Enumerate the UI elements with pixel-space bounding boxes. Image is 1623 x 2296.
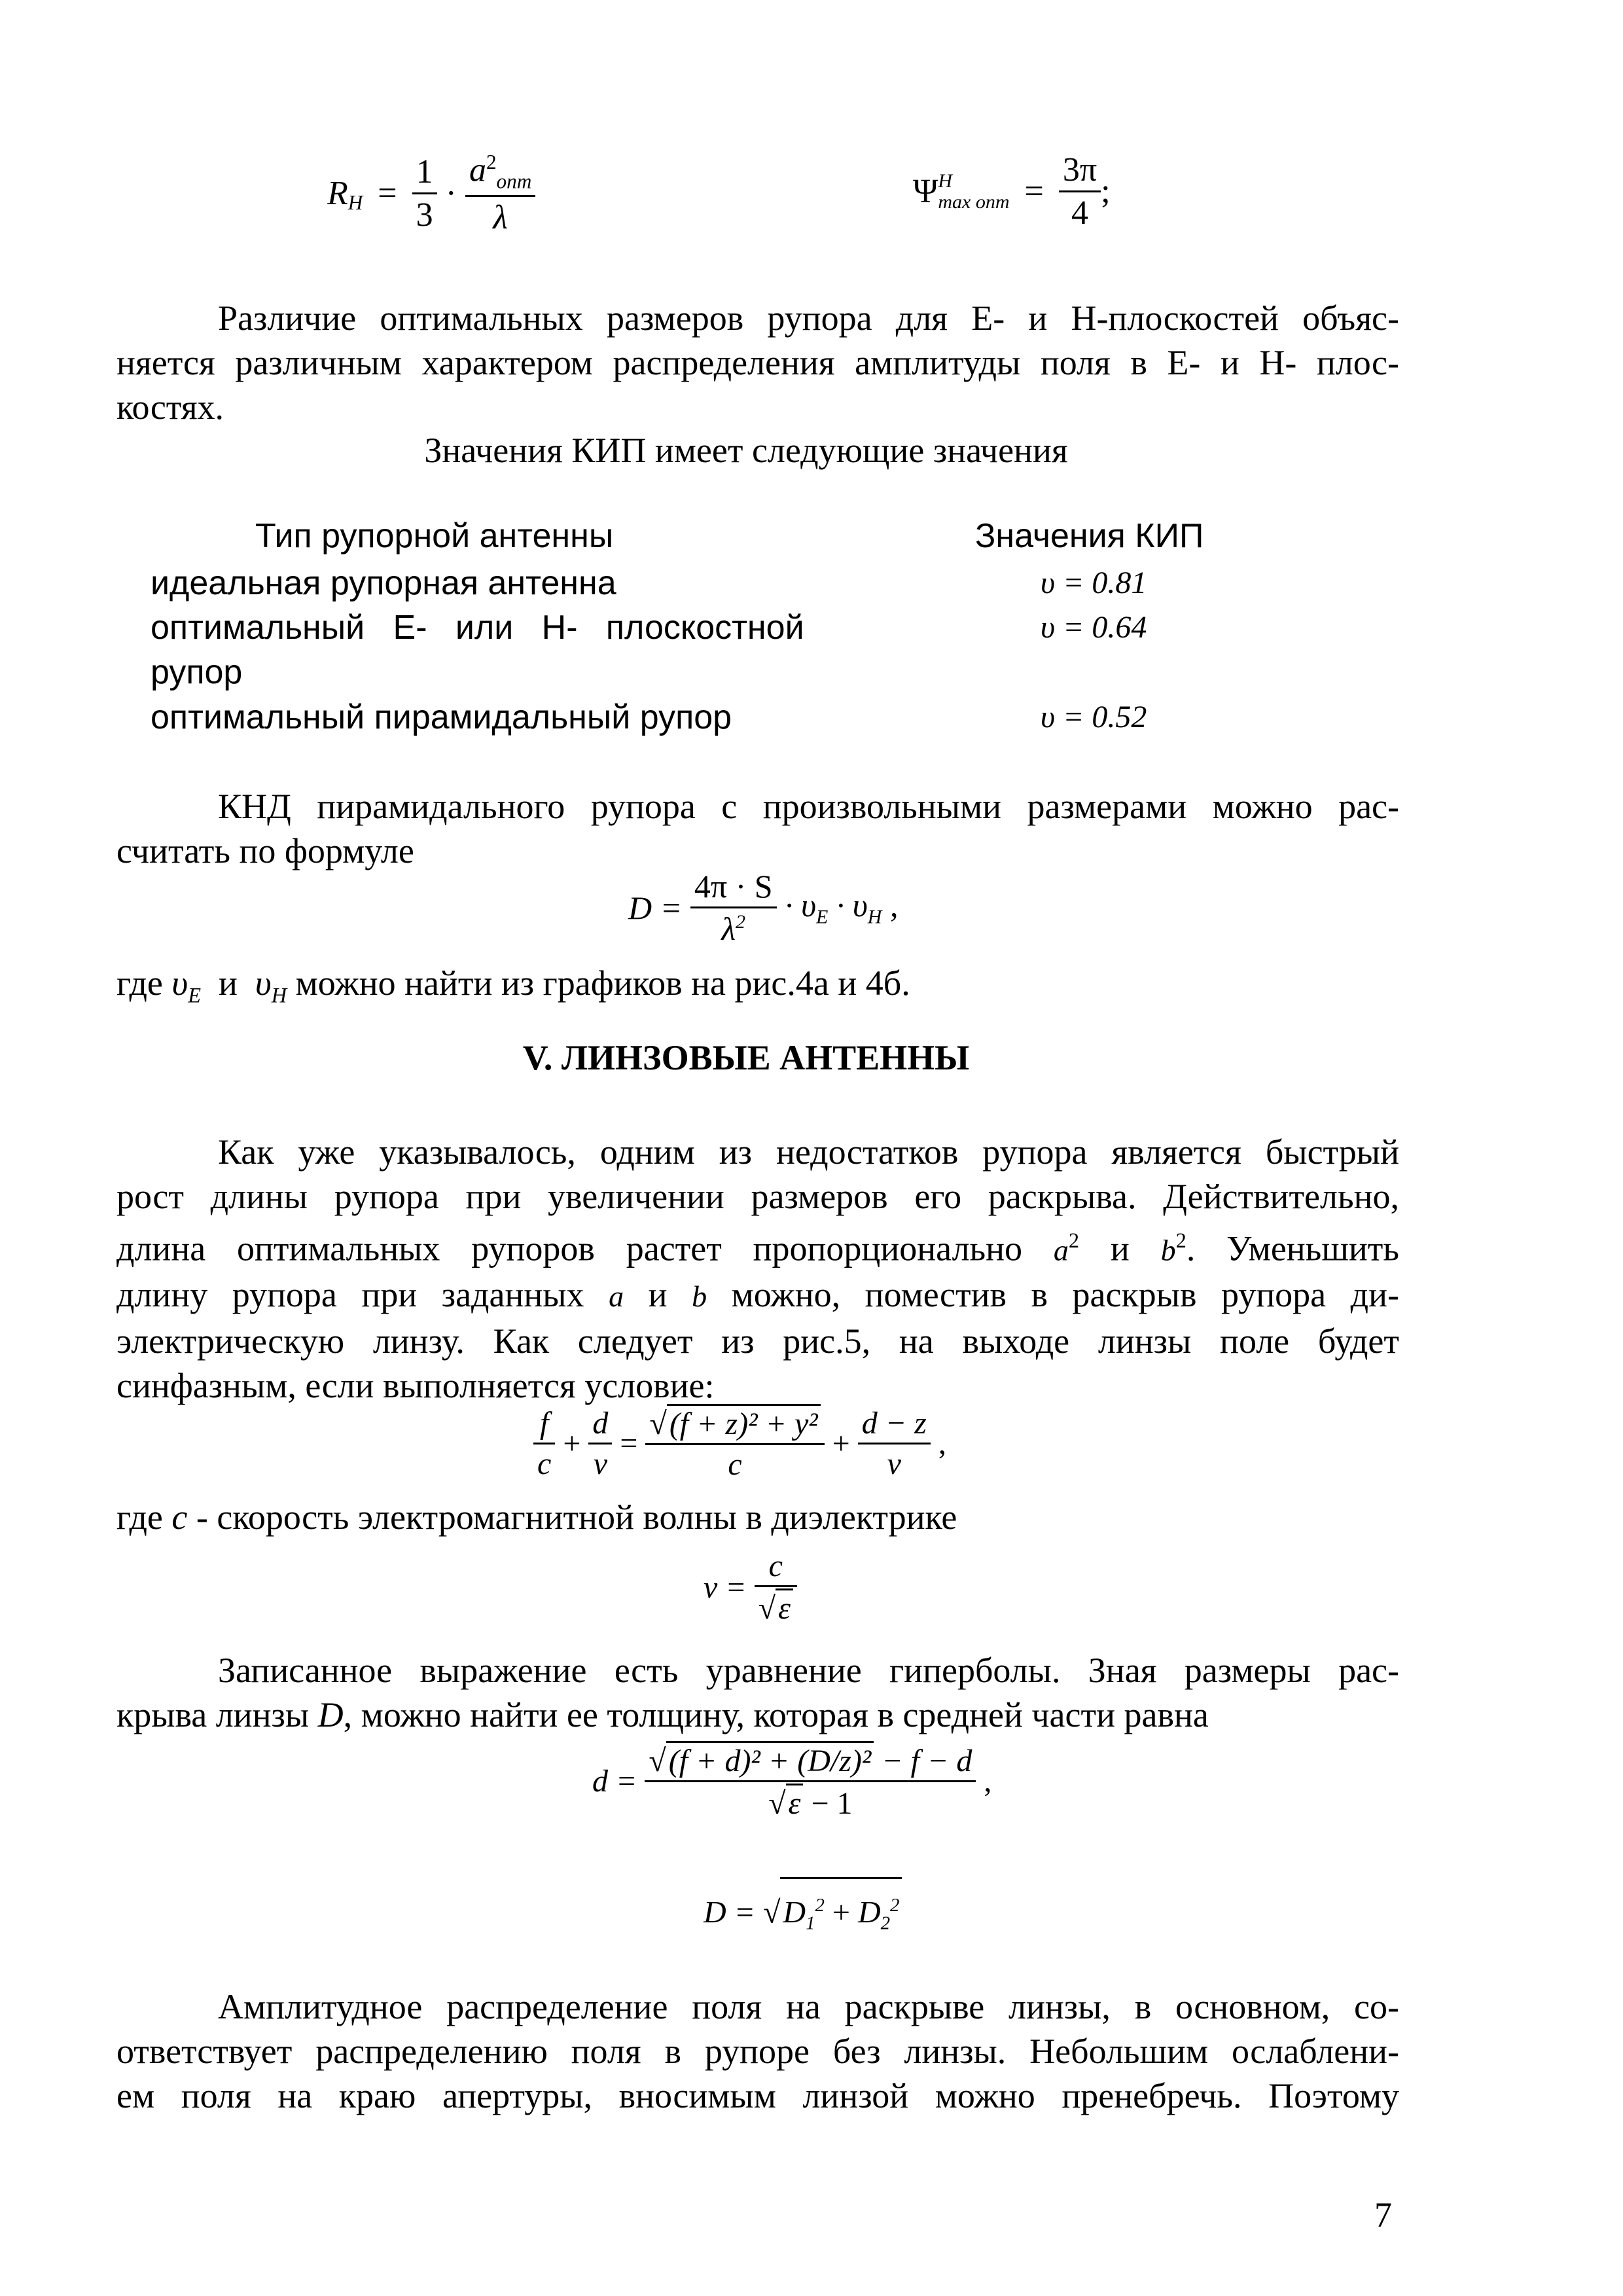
formula-v: v = $\frac{c}{√\varepsilon}$ xyxy=(704,1548,797,1646)
table-header-type: Тип рупорной антенны xyxy=(255,517,614,555)
table-row-type-cont: рупор xyxy=(151,653,243,691)
fraction-3pi-4: $\frac{3\pi}{4}$ xyxy=(1059,151,1101,232)
rh-subscript: H xyxy=(348,190,363,214)
paragraph-2: КНД пирамидального рупора с произвольными размерами можно рас- считать по формуле xyxy=(116,787,1399,870)
psi-symbol: Ψ xyxy=(913,173,938,210)
paragraph-5: где c - скорость электромагнитной волны в диэлектрике xyxy=(116,1498,957,1537)
equals-sign: = xyxy=(378,175,397,213)
table-row-type: оптимальный Е- или Н- плоскостной xyxy=(151,609,804,647)
table-row-value: υ = 0.81 xyxy=(1041,565,1147,600)
table-row-type: оптимальный пирамидальный рупор xyxy=(151,698,732,736)
formula-rh: RH = $\frac{1}{3}$ · $\frac{a^2_{опт}}{\lambda}$ xyxy=(327,151,535,249)
rh-symbol: R xyxy=(327,175,348,213)
paragraph-7: Амплитудное распределение поля на раскрыве линзы, в основном, со- ответствует распределению поля в рупоре без линзы. Небольшим ослаблени- ем поля на краю апертуры, вносимым линзой можно пренебречь. Поэтому xyxy=(116,1987,1399,2115)
section-heading: V. ЛИНЗОВЫЕ АНТЕННЫ xyxy=(522,1038,970,1077)
fraction-one-third: $\frac{1}{3}$ xyxy=(412,152,437,234)
formula-diameter: $D = √D_1^2 + D_2^2$ xyxy=(704,1877,902,1949)
paragraph-1: Различие оптимальных размеров рупора для Е- и Н-плоскостей объяс- няется различным характером распределения амплитуды поля в Е- и Н- плос- костях. xyxy=(116,298,1399,427)
formula-lens-condition: $\frac{f}{c}$ + $\frac{d}{v}$ = $\frac{\text{√(f + z)² + y²}}{c}$ + $\frac{d - z}{v}$ , xyxy=(533,1404,946,1502)
paragraph-6: Записанное выражение есть уравнение гиперболы. Зная размеры рас- крыва линзы D, можно найти ее толщину, которая в средней части равна xyxy=(116,1651,1399,1734)
table-row-type: идеальная рупорная антенна xyxy=(151,564,616,602)
table-caption: Значения КИП имеет следующие значения xyxy=(424,431,1068,470)
fraction-a2-lambda: $\frac{a^2_{опт}}{\lambda}$ xyxy=(465,151,535,237)
formula-directivity: D = $\frac{4\pi \cdot S}{\lambda^2}$ · $\upsilon_E \cdot \upsilon_H$ , xyxy=(628,868,899,947)
formula-thickness: d = $\frac{\text{√(f + d)² + (D/z)² − f − d}}{√\varepsilon - 1}$ , xyxy=(592,1741,991,1859)
page-number: 7 xyxy=(1374,2195,1392,2234)
formula-psi: Ψ H max опт = $\frac{3\pi}{4}$ ; xyxy=(913,151,1111,232)
table-row-value: υ = 0.64 xyxy=(1041,610,1147,645)
table-row-value: υ = 0.52 xyxy=(1041,700,1147,734)
paragraph-3: где $\upsilon_E$ и $\upsilon_H$ можно найти из графиков на рис.4а и 4б. xyxy=(116,963,910,1008)
paragraph-4: Как уже указывалось, одним из недостатков рупора является быстрый рост длины рупора при увеличении размеров его раскрыва. Действительно, длина оптимальных рупоров растет пропорционально $a^2$ и $b^2$. Уменьшить длину рупора при заданных a и b можно, поместив в раскрыв рупора ди- электрическую линзу. Как следует из рис.5, на выходе линзы поле будет синфазным, если выполняется условие: xyxy=(116,1132,1400,1406)
table-header-value: Значения КИП xyxy=(975,517,1204,555)
